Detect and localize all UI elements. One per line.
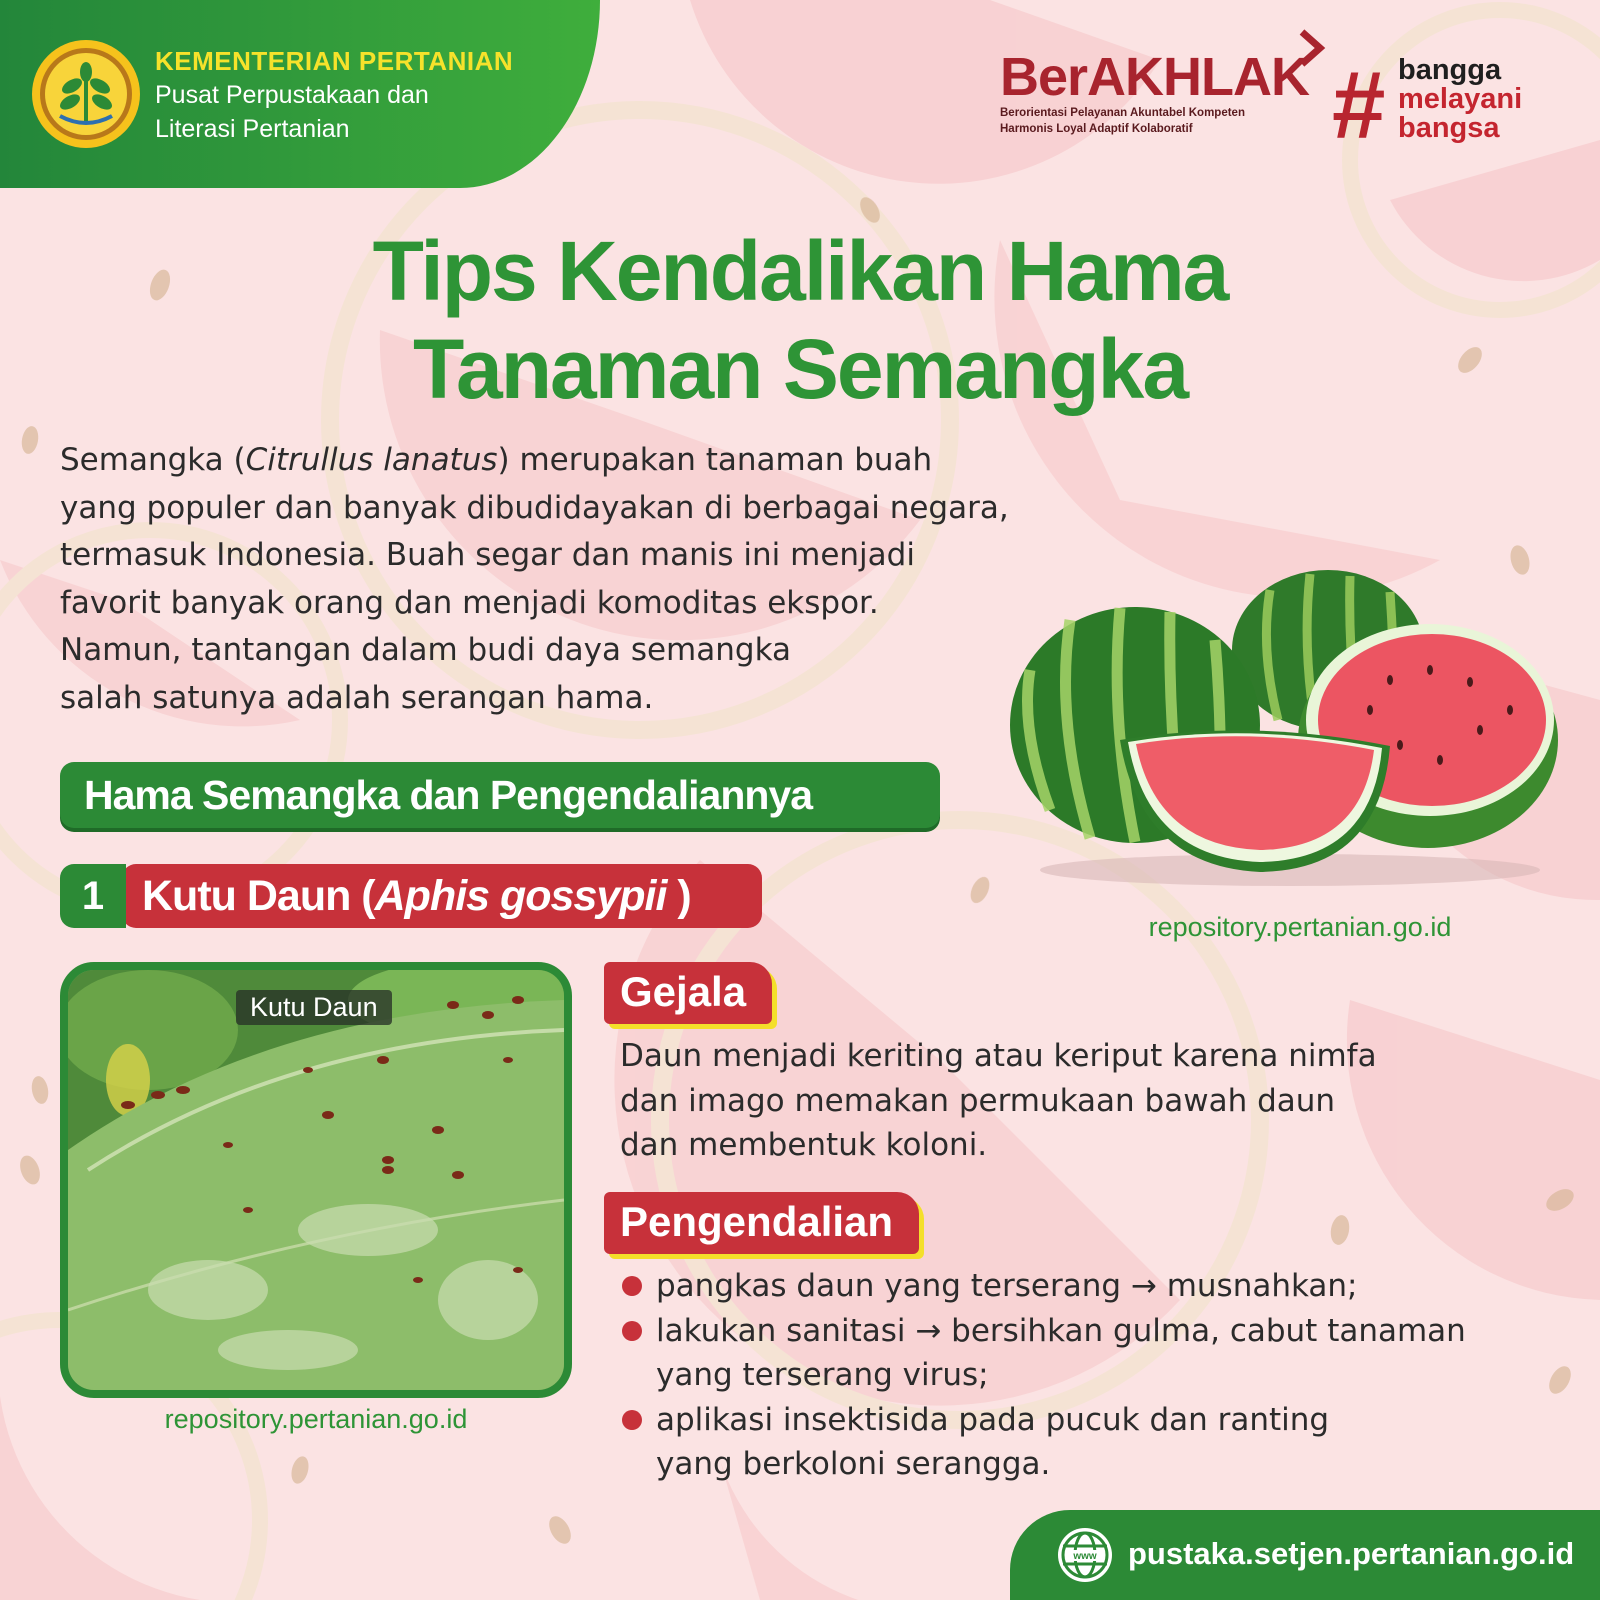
intro-text: ) merupakan tanaman buah	[497, 442, 933, 478]
intro-line3: termasuk Indonesia. Buah segar dan manis ini menjadi	[60, 537, 915, 573]
photo-source: repository.pertanian.go.id	[164, 1404, 468, 1434]
bullet-dot-icon	[622, 1321, 642, 1341]
berakhlak-tagline-2: Harmonis Loyal Adaptif Kolaboratif	[1000, 123, 1193, 135]
globe-icon-text: www	[1073, 1551, 1097, 1562]
page-title	[0, 222, 1600, 418]
ministry-name: KEMENTERIAN PERTANIAN	[155, 46, 514, 76]
photo-label: Kutu Daun	[236, 990, 392, 1025]
control-item-line1: aplikasi insektisida pada pucuk dan ranting	[656, 1401, 1330, 1438]
unit-name-line1: Pusat Perpustakaan dan	[155, 81, 429, 109]
intro-line6: salah satunya adalah serangan hama.	[60, 679, 654, 716]
pest-scientific-name: Aphis gossypii	[374, 872, 667, 920]
list-item	[620, 1309, 1520, 1398]
scientific-name: Citrullus lanatus	[245, 442, 498, 478]
title-line2: Tanaman Semangka	[412, 322, 1188, 416]
pest-name	[122, 864, 762, 928]
control-item-line1: pangkas daun yang terserang → musnahkan;	[656, 1268, 1358, 1304]
hashtag-line3: bangsa	[1398, 112, 1500, 144]
pest-heading	[60, 864, 762, 928]
intro-text: Semangka (	[60, 442, 246, 478]
kementan-logo-icon	[30, 38, 142, 150]
control-item-line2: yang berkoloni serangga.	[656, 1446, 1051, 1482]
gejala-line2: dan imago memakan permukaan bawah daun	[620, 1082, 1336, 1119]
pest-name-close: )	[666, 872, 691, 920]
section-title: Hama Semangka dan Pengendaliannya	[60, 762, 940, 828]
hashtag-line2: melayani	[1398, 83, 1523, 115]
aphid-photo	[60, 962, 572, 1398]
gejala-line3: dan membentuk koloni.	[620, 1127, 988, 1163]
gejala-text	[620, 1034, 1520, 1168]
control-item-line1: lakukan sanitasi → bersihkan gulma, cabut tanaman	[656, 1312, 1466, 1349]
berakhlak-tagline-1: Berorientasi Pelayanan Akuntabel Kompeten	[1000, 107, 1245, 119]
intro-paragraph	[60, 437, 1080, 722]
bullet-dot-icon	[622, 1276, 642, 1296]
footer-url-link[interactable]: pustaka.setjen.pertanian.go.id	[1128, 1536, 1575, 1571]
intro-line4: favorit banyak orang dan menjadi komoditas ekspor.	[60, 584, 879, 621]
chevron-right-icon	[1298, 28, 1328, 68]
aphid-photo-illustration	[68, 970, 564, 1390]
watermelon-image	[1010, 570, 1570, 890]
pest-common-name: Kutu Daun (	[142, 872, 375, 920]
gejala-label: Gejala	[604, 962, 772, 1024]
control-list	[620, 1264, 1520, 1487]
title-line1: Tips Kendalikan Hama	[372, 224, 1228, 318]
list-item	[620, 1264, 1520, 1309]
berakhlak-logo	[1000, 47, 1310, 136]
globe-icon	[1056, 1526, 1114, 1584]
intro-line2: yang populer dan banyak dibudidayakan di berbagai negara,	[60, 489, 1009, 526]
intro-line5: Namun, tantangan dalam budi daya semangka	[60, 632, 791, 668]
pest-number: 1	[60, 864, 126, 928]
bullet-dot-icon	[622, 1410, 642, 1430]
unit-name-line2: Literasi Pertanian	[155, 115, 350, 143]
pengendalian-label: Pengendalian	[604, 1192, 919, 1254]
hashtag-symbol: #	[1332, 52, 1386, 159]
watermelon-image-source: repository.pertanian.go.id	[1148, 912, 1452, 942]
control-item-line2: yang terserang virus;	[656, 1357, 989, 1393]
organization-name	[155, 46, 513, 145]
hashtag-line1: bangga	[1398, 54, 1502, 86]
list-item	[620, 1398, 1520, 1487]
intro-line1	[60, 437, 1080, 485]
bangga-melayani-bangsa	[1398, 56, 1522, 143]
gejala-line1: Daun menjadi keriting atau keriput karena nimfa	[620, 1038, 1377, 1074]
berakhlak-word: BerAKHLAK	[1000, 47, 1310, 107]
